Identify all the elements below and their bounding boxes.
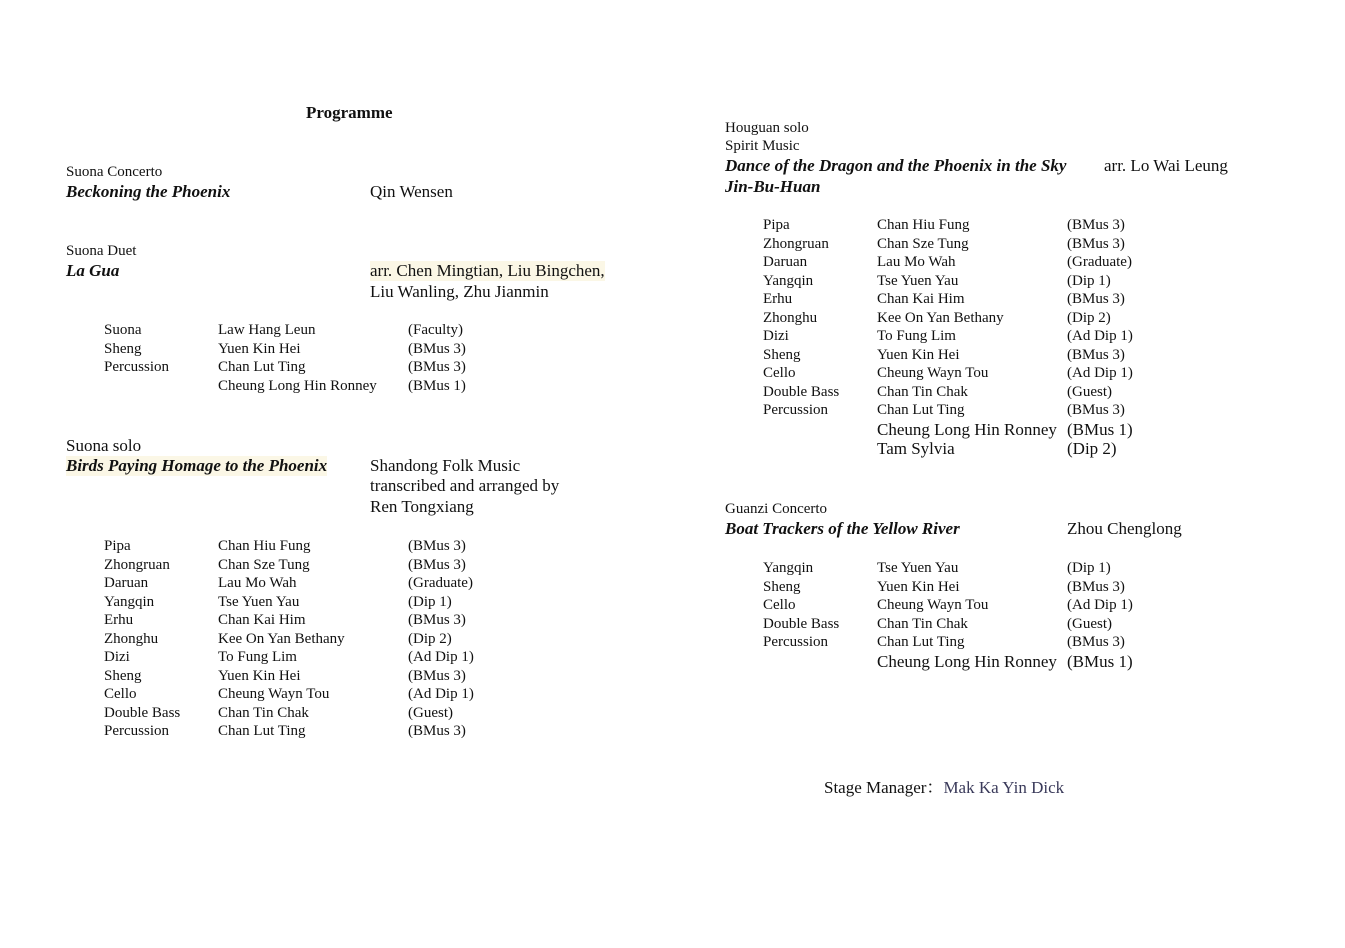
performer-instrument: Dizi xyxy=(104,649,130,665)
stage-manager xyxy=(824,773,1064,798)
performer-level: (Graduate) xyxy=(408,575,473,591)
performer-row xyxy=(104,611,524,630)
performer-instrument: Zhonghu xyxy=(763,309,818,326)
performer-level: (BMus 3) xyxy=(408,612,466,628)
performer-level: (Dip 1) xyxy=(1067,560,1111,576)
performer-row xyxy=(763,290,1183,309)
performer-row xyxy=(763,383,1183,402)
piece-title: Boat Trackers of the Yellow River xyxy=(725,519,960,538)
performer-instrument: Zhongruan xyxy=(763,235,829,252)
performer-level: (BMus 3) xyxy=(408,556,466,573)
performer-row xyxy=(104,593,524,612)
performer-name: Kee On Yan Bethany xyxy=(877,309,1004,326)
performer-name: Law Hang Leun xyxy=(218,322,316,338)
piece-title: Jin-Bu-Huan xyxy=(725,177,821,196)
performer-row xyxy=(763,364,1183,383)
performer-name: Tse Yuen Yau xyxy=(877,560,959,576)
performer-level: (BMus 3) xyxy=(1067,346,1125,363)
performer-row xyxy=(104,358,524,377)
performer-name: Chan Tin Chak xyxy=(877,615,968,632)
performer-level: (Ad Dip 1) xyxy=(1067,597,1133,613)
performer-level: (BMus 1) xyxy=(1067,419,1133,439)
performer-instrument: Pipa xyxy=(763,217,790,233)
performer-name: Lau Mo Wah xyxy=(877,254,956,270)
piece-title: Beckoning the Phoenix xyxy=(66,182,231,201)
performer-level: (BMus 3) xyxy=(1067,578,1125,595)
performer-level: (BMus 3) xyxy=(408,340,466,357)
performer-name: Chan Kai Him xyxy=(877,291,965,307)
performer-row xyxy=(763,327,1183,346)
performer-instrument: Cello xyxy=(763,365,796,381)
performer-name: Cheung Long Hin Ronney xyxy=(877,419,1057,439)
performer-row xyxy=(104,685,524,704)
composer-line: transcribed and arranged by xyxy=(370,476,560,495)
performer-level: (BMus 1) xyxy=(1067,651,1133,671)
performer-name: Yuen Kin Hei xyxy=(218,667,301,684)
performer-level: (Dip 1) xyxy=(408,593,452,610)
performer-row xyxy=(763,253,1183,272)
performer-instrument: Percussion xyxy=(763,402,828,418)
performer-instrument: Erhu xyxy=(104,612,134,628)
performer-name: Cheung Wayn Tou xyxy=(877,597,989,613)
performer-name: Tam Sylvia xyxy=(877,439,955,458)
composer-line: Shandong Folk Music xyxy=(370,456,521,475)
performer-level: (Faculty) xyxy=(408,322,463,338)
performer-level: (BMus 3) xyxy=(1067,634,1125,650)
performer-level: (BMus 3) xyxy=(408,359,466,375)
performer-name: Yuen Kin Hei xyxy=(877,578,960,595)
performer-instrument: Cello xyxy=(104,686,137,702)
performer-row xyxy=(763,652,1183,672)
performer-level: (BMus 3) xyxy=(1067,291,1125,307)
performer-row xyxy=(763,235,1183,254)
performer-level: (Ad Dip 1) xyxy=(408,686,474,702)
category-label: Spirit Music xyxy=(725,138,800,154)
stage-manager-name: Mak Ka Yin Dick xyxy=(943,778,1065,797)
performer-name: Cheung Long Hin Ronney xyxy=(877,651,1057,671)
performer-level: (BMus 3) xyxy=(1067,217,1125,233)
performer-instrument: Dizi xyxy=(763,328,789,344)
page-title: Programme xyxy=(306,103,393,122)
performer-name: Chan Sze Tung xyxy=(877,235,969,252)
performer-name: Cheung Long Hin Ronney xyxy=(218,377,377,394)
category-label: Suona solo xyxy=(66,436,142,455)
composer: Zhou Chenglong xyxy=(1067,519,1182,538)
performer-instrument: Zhonghu xyxy=(104,630,159,647)
composer-line: arr. Chen Mingtian, Liu Bingchen, xyxy=(370,261,605,280)
performer-level: (BMus 3) xyxy=(408,538,466,554)
performer-level: (Guest) xyxy=(1067,615,1112,632)
performer-instrument: Suona xyxy=(104,322,142,338)
performer-row xyxy=(763,633,1183,652)
performer-name: Yuen Kin Hei xyxy=(877,346,960,363)
performer-row xyxy=(763,216,1183,235)
performer-instrument: Sheng xyxy=(104,667,142,684)
performer-instrument: Double Bass xyxy=(104,704,181,721)
performer-name: To Fung Lim xyxy=(877,328,956,344)
performer-row xyxy=(763,559,1183,578)
performer-level: (BMus 3) xyxy=(1067,235,1125,252)
performer-list xyxy=(763,559,1183,671)
performer-row xyxy=(104,556,524,575)
performer-name: Chan Tin Chak xyxy=(218,704,309,721)
category-label: Guanzi Concerto xyxy=(725,501,828,517)
performer-row xyxy=(104,537,524,556)
piece-title: Birds Paying Homage to the Phoenix xyxy=(66,456,328,475)
performer-level: (BMus 1) xyxy=(408,377,466,394)
performer-list xyxy=(104,537,524,741)
performer-instrument: Double Bass xyxy=(763,615,840,632)
performer-row xyxy=(763,401,1183,420)
performer-row xyxy=(104,630,524,649)
performer-row xyxy=(104,667,524,686)
performer-row xyxy=(104,704,524,723)
performer-row xyxy=(763,578,1183,597)
performer-level: (Dip 2) xyxy=(1067,439,1117,458)
performer-instrument: Yangqin xyxy=(763,272,814,289)
piece-title: La Gua xyxy=(66,261,120,280)
performer-name: Cheung Wayn Tou xyxy=(877,365,989,381)
performer-name: Chan Lut Ting xyxy=(218,723,306,739)
performer-name: Chan Lut Ting xyxy=(877,634,965,650)
performer-name: Chan Lut Ting xyxy=(877,402,965,418)
performer-row xyxy=(104,377,524,396)
performer-row xyxy=(104,321,524,340)
performer-instrument: Cello xyxy=(763,597,796,613)
performer-level: (Graduate) xyxy=(1067,254,1132,270)
performer-instrument: Erhu xyxy=(763,291,793,307)
performer-row xyxy=(763,309,1183,328)
composer: arr. Lo Wai Leung xyxy=(1104,156,1228,175)
performer-name: Chan Tin Chak xyxy=(877,383,968,400)
performer-name: Chan Lut Ting xyxy=(218,359,306,375)
piece-title: Dance of the Dragon and the Phoenix in the Sky xyxy=(725,156,1067,175)
performer-level: (BMus 3) xyxy=(408,667,466,684)
performer-name: Chan Kai Him xyxy=(218,612,306,628)
performer-name: To Fung Lim xyxy=(218,649,297,665)
performer-name: Tse Yuen Yau xyxy=(877,272,959,289)
performer-instrument: Double Bass xyxy=(763,383,840,400)
performer-instrument: Yangqin xyxy=(104,593,155,610)
composer: Qin Wensen xyxy=(370,182,453,201)
performer-level: (Ad Dip 1) xyxy=(1067,365,1133,381)
stage-manager-label: Stage Manager： xyxy=(824,778,944,797)
performer-instrument: Percussion xyxy=(763,634,828,650)
performer-instrument: Daruan xyxy=(104,575,149,591)
category-label: Suona Concerto xyxy=(66,164,163,180)
performer-row xyxy=(763,439,1183,459)
performer-row xyxy=(763,615,1183,634)
performer-instrument: Yangqin xyxy=(763,560,814,576)
performer-level: (Guest) xyxy=(408,704,453,721)
performer-instrument: Sheng xyxy=(763,578,801,595)
performer-instrument: Percussion xyxy=(104,723,169,739)
performer-instrument: Pipa xyxy=(104,538,131,554)
performer-row xyxy=(104,648,524,667)
performer-name: Chan Sze Tung xyxy=(218,556,310,573)
performer-level: (Dip 2) xyxy=(408,630,452,647)
performer-instrument: Percussion xyxy=(104,359,169,375)
performer-instrument: Zhongruan xyxy=(104,556,170,573)
performer-instrument: Sheng xyxy=(763,346,801,363)
performer-row xyxy=(104,340,524,359)
performer-level: (BMus 3) xyxy=(408,723,466,739)
performer-level: (BMus 3) xyxy=(1067,402,1125,418)
category-label: Suona Duet xyxy=(66,243,137,259)
performer-row xyxy=(104,574,524,593)
composer-line: Ren Tongxiang xyxy=(370,497,474,516)
performer-row xyxy=(763,346,1183,365)
performer-level: (Ad Dip 1) xyxy=(408,649,474,665)
performer-level: (Dip 2) xyxy=(1067,309,1111,326)
performer-name: Lau Mo Wah xyxy=(218,575,297,591)
performer-name: Kee On Yan Bethany xyxy=(218,630,345,647)
performer-name: Chan Hiu Fung xyxy=(218,538,311,554)
category-label: Houguan solo xyxy=(725,120,809,136)
performer-list xyxy=(763,216,1183,459)
composer-line: Liu Wanling, Zhu Jianmin xyxy=(370,282,549,301)
performer-list xyxy=(104,321,524,395)
performer-row xyxy=(763,420,1183,440)
performer-name: Cheung Wayn Tou xyxy=(218,686,330,702)
performer-level: (Guest) xyxy=(1067,383,1112,400)
performer-name: Yuen Kin Hei xyxy=(218,340,301,357)
performer-name: Chan Hiu Fung xyxy=(877,217,970,233)
performer-name: Tse Yuen Yau xyxy=(218,593,300,610)
performer-level: (Ad Dip 1) xyxy=(1067,328,1133,344)
performer-instrument: Daruan xyxy=(763,254,808,270)
performer-instrument: Sheng xyxy=(104,340,142,357)
performer-row xyxy=(104,722,524,741)
performer-row xyxy=(763,272,1183,291)
performer-level: (Dip 1) xyxy=(1067,272,1111,289)
performer-row xyxy=(763,596,1183,615)
